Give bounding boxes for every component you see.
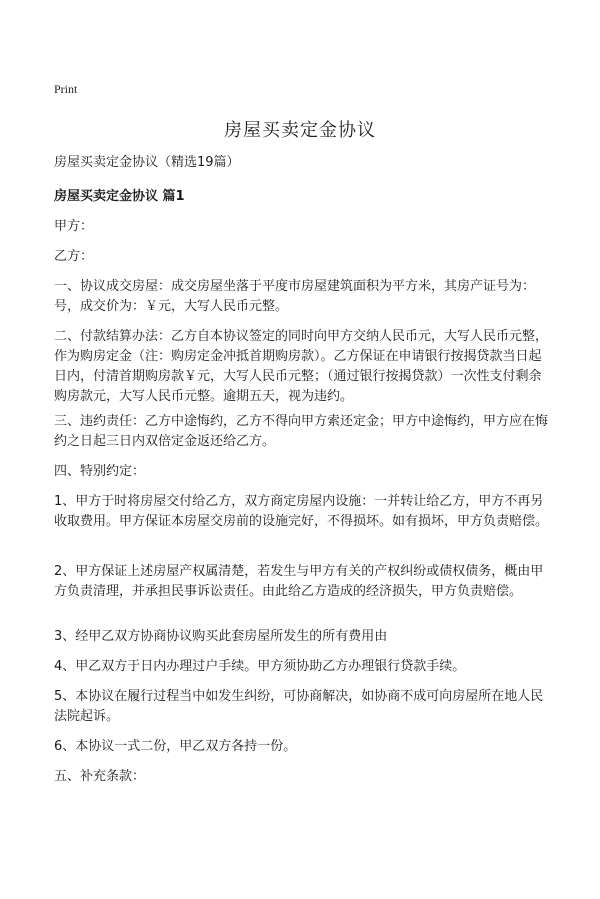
clause-breach-liability: 三、违约责任：乙方中途悔约，乙方不得向甲方索还定金；甲方中途悔约，甲方应在悔约之日起三日内双倍定金返还给乙方。 xyxy=(54,414,549,449)
clause-supplementary-terms: 五、补充条款： xyxy=(54,769,146,784)
clause-payment-settlement: 二、付款结算办法：乙方自本协议签定的同时向甲方交纳人民币元，大写人民币元整，作为购房定金（注：购房定金冲抵首期购房款）。乙方保证在申请银行按揭贷款当日起日内，付清首期购房款￥元，大写人民币元整；（通过银行按揭贷款）一次性支付剩余购房款元，大写人民币元整。逾期五天，视为违约。 xyxy=(54,329,549,404)
special-item-1: 1、甲方于时将房屋交付给乙方，双方商定房屋内设施：一并转让给乙方，甲方不再另收取费用。甲方保证本房屋交房前的设施完好，不得损坏。如有损坏，甲方负责赔偿。 xyxy=(54,494,549,529)
document-subtitle: 房屋买卖定金协议（精选19篇） xyxy=(54,155,240,170)
print-link[interactable]: Print xyxy=(54,82,78,96)
section-heading: 房屋买卖定金协议 篇1 xyxy=(54,189,185,204)
special-item-6: 6、本协议一式二份，甲乙双方各持一份。 xyxy=(54,739,297,754)
clause-transaction-property: 一、协议成交房屋：成交房屋坐落于平度市房屋建筑面积为平方米，其房产证号为：号，成交价为：￥元，大写人民币元整。 xyxy=(54,279,536,314)
party-a-line: 甲方： xyxy=(54,219,94,234)
special-item-5: 5、本协议在履行过程当中如发生纠纷，可协商解决，如协商不成可向房屋所在地人民法院起诉。 xyxy=(54,689,544,724)
special-item-4: 4、甲乙双方于日内办理过户手续。甲方须协助乙方办理银行贷款手续。 xyxy=(54,659,466,674)
clause-special-agreement-heading: 四、特别约定： xyxy=(54,464,146,479)
special-item-3: 3、经甲乙双方协商协议购买此套房屋所发生的所有费用由 xyxy=(54,629,388,644)
special-item-2: 2、甲方保证上述房屋产权属清楚，若发生与甲方有关的产权纠纷或债权债务，概由甲方负责清理，并承担民事诉讼责任。由此给乙方造成的经济损失，甲方负责赔偿。 xyxy=(54,564,544,599)
document-title: 房屋买卖定金协议 xyxy=(224,120,376,141)
party-b-line: 乙方： xyxy=(54,249,94,264)
